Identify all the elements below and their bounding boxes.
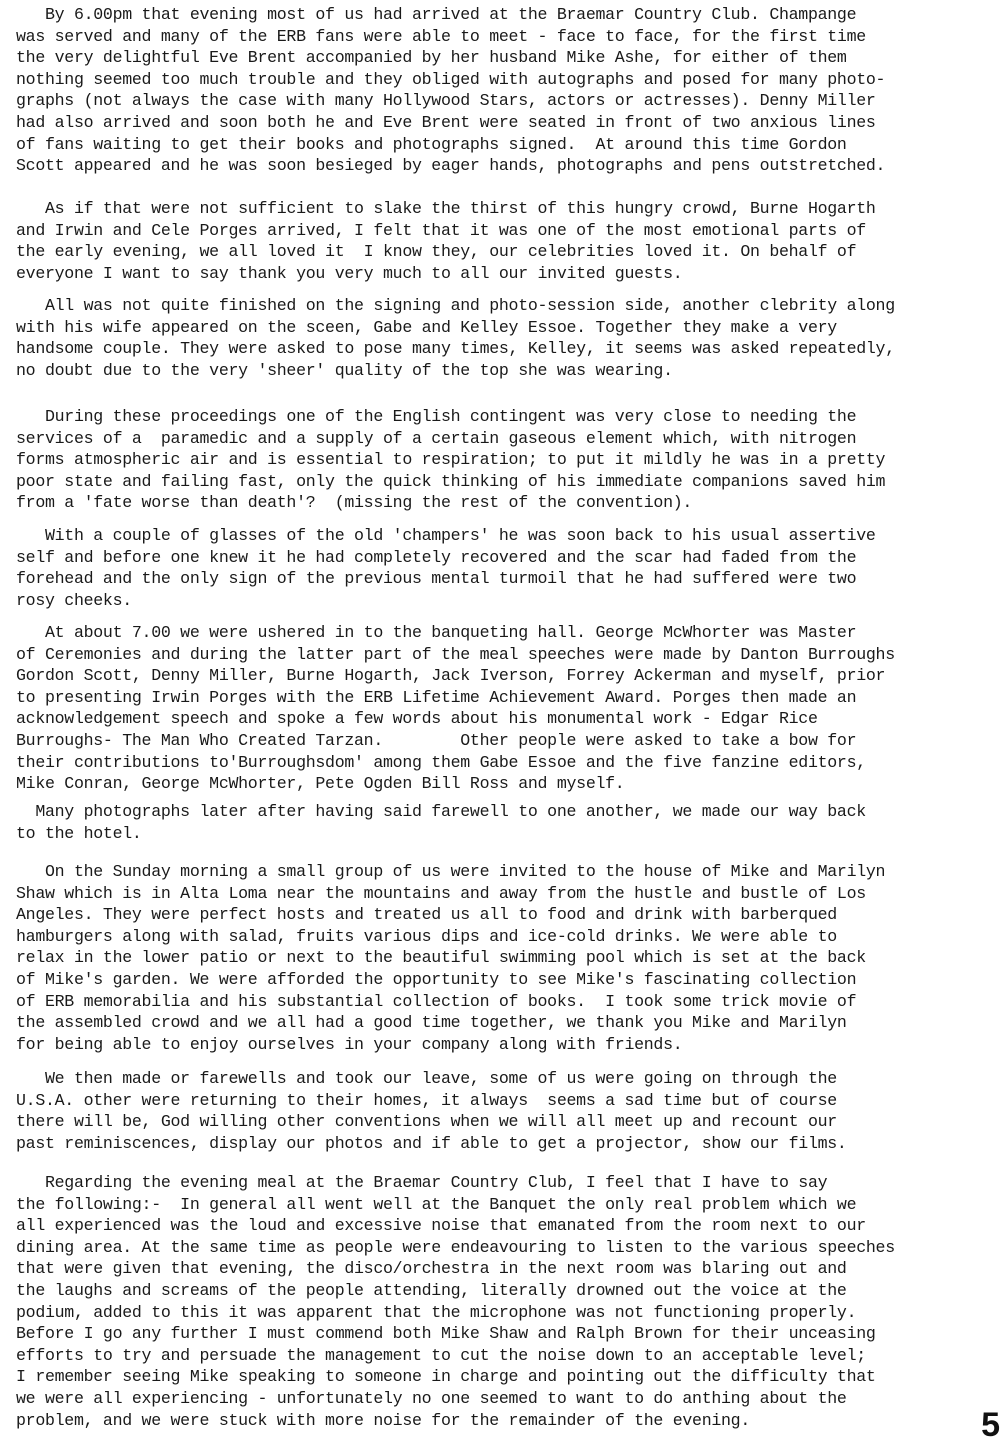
text-line: hamburgers along with salad, fruits various dips and ice-cold drinks. We were able to [16,926,837,946]
paragraph-paramedic [16,406,1000,514]
text-line: to presenting Irwin Porges with the ERB Lifetime Achievement Award. Porges then made an [16,687,857,707]
text-line: As if that were not sufficient to slake the thirst of this hungry crowd, Burne Hogarth [16,199,876,218]
text-line: Regarding the evening meal at the Braemar Country Club, I feel that I have to say [16,1173,828,1192]
text-line: their contributions to'Burroughsdom' among them Gabe Essoe and the five fanzine editors, [16,752,866,772]
text-line: forehead and the only sign of the previous mental turmoil that he had suffered were two [16,569,857,589]
text-line: By 6.00pm that evening most of us had arrived at the Braemar Country Club. Champange [16,5,857,24]
text-line: podium, added to this it was apparent that the microphone was not functioning properly. [16,1302,857,1322]
text-line: the laughs and screams of the people attending, literally drowned out the voice at the [16,1280,847,1300]
text-line: Gordon Scott, Denny Miller, Burne Hogarth, Jack Iverson, Forrey Ackerman and myself, prior [16,666,886,686]
text-line: poor state and failing fast, only the quick thinking of his immediate companions saved him [16,471,886,491]
text-line: of fans waiting to get their books and photographs signed. At around this time Gordon [16,134,847,154]
text-line: Mike Conran, George McWhorter, Pete Ogden Bill Ross and myself. [16,774,625,794]
text-line: we were all experiencing - unfortunately no one seemed to want to do anthing about the [16,1388,847,1408]
text-line: from a 'fate worse than death'? (missing the rest of the convention). [16,493,693,513]
text-line: relax in the lower patio or next to the beautiful swimming pool which is set at the back [16,948,866,968]
paragraph-essoe [16,295,1000,381]
text-line: of Ceremonies and during the latter part of the meal speeches were made by Danton Burroughs [16,644,895,664]
paragraph-sunday-morning [16,861,1000,1055]
text-line: forms atmospheric air and is essential to respiration; to put it mildly he was in a pretty [16,450,886,470]
text-line: of Mike's garden. We were afforded the opportunity to see Mike's fascinating collection [16,969,857,989]
text-line: U.S.A. other were returning to their homes, it always seems a sad time but of course [16,1090,837,1110]
text-line: everyone I want to say thank you very much to all our invited guests. [16,263,683,283]
text-line: for being able to enjoy ourselves in your company along with friends. [16,1034,683,1054]
text-line: At about 7.00 we were ushered in to the banqueting hall. George McWhorter was Master [16,623,857,642]
text-line: of ERB memorabilia and his substantial collection of books. I took some trick movie of [16,991,857,1011]
text-line: rosy cheeks. [16,590,132,610]
text-line: graphs (not always the case with many Hollywood Stars, actors or actresses). Denny Miller [16,91,876,111]
text-line: there will be, God willing other conventions when we will all meet up and recount our [16,1112,837,1132]
paragraph-banquet [16,622,1000,795]
text-line: nothing seemed too much trouble and they obliged with autographs and posed for many photo- [16,69,886,89]
text-line: Before I go any further I must commend both Mike Shaw and Ralph Brown for their unceasing [16,1324,876,1344]
text-line: Scott appeared and he was soon besieged by eager hands, photographs and pens outstretched. [16,156,886,176]
paragraph-hogarth-porges [16,198,1000,284]
text-line: with his wife appeared on the sceen, Gabe and Kelley Essoe. Together they make a very [16,317,837,337]
text-line: dining area. At the same time as people were endeavouring to listen to the various speeches [16,1237,895,1257]
text-line: was served and many of the ERB fans were able to meet - face to face, for the first time [16,26,866,46]
text-line: acknowledgement speech and spoke a few words about his monumental work - Edgar Rice [16,709,818,729]
text-line: problem, and we were stuck with more noise for the remainder of the evening. [16,1410,750,1430]
text-line: We then made or farewells and took our leave, some of us were going on through the [16,1069,837,1088]
text-line: efforts to try and persuade the management to cut the noise down to an acceptable level; [16,1345,866,1365]
text-line: Shaw which is in Alta Loma near the mountains and away from the hustle and bustle of Los [16,883,866,903]
text-line: services of a paramedic and a supply of a certain gaseous element which, with nitrogen [16,428,857,448]
paragraph-champers [16,525,1000,611]
text-line: I remember seeing Mike speaking to someone in charge and pointing out the difficulty that [16,1367,876,1387]
text-line: all experienced was the loud and excessive noise that emanated from the room next to our [16,1216,866,1236]
text-line: to the hotel. [16,823,142,843]
text-line: no doubt due to the very 'sheer' quality of the top she was wearing. [16,360,673,380]
text-line: self and before one knew it he had completely recovered and the scar had faded from the [16,547,857,567]
text-line: handsome couple. They were asked to pose many times, Kelley, it seems was asked repeatedly, [16,339,895,359]
text-line: the assembled crowd and we all had a good time together, we thank you Mike and Marilyn [16,1013,847,1033]
text-line: had also arrived and soon both he and Eve Brent were seated in front of two anxious lines [16,112,876,132]
page-number: 5 [981,1406,1000,1444]
text-line: past reminiscences, display our photos and if able to get a projector, show our films. [16,1133,847,1153]
text-line: Many photographs later after having said farewell to one another, we made our way back [16,802,866,821]
text-line: With a couple of glasses of the old 'champers' he was soon back to his usual assertive [16,526,876,545]
text-line: On the Sunday morning a small group of us were invited to the house of Mike and Marilyn [16,862,886,881]
text-line: Burroughs- The Man Who Created Tarzan. Other people were asked to take a bow for [16,730,857,750]
text-line: the following:- In general all went well at the Banquet the only real problem which we [16,1194,857,1214]
paragraph-leave [16,1068,1000,1154]
text-line: Angeles. They were perfect hosts and treated us all to food and drink with barberqued [16,905,837,925]
paragraph-farewell [16,801,1000,844]
text-line: All was not quite finished on the signing and photo-session side, another clebrity along [16,296,895,315]
paragraph-evening-meal [16,1172,1000,1431]
text-line: and Irwin and Cele Porges arrived, I felt that it was one of the most emotional parts of [16,220,866,240]
paragraph-club-arrival [16,4,1000,177]
text-line: During these proceedings one of the English contingent was very close to needing the [16,407,857,426]
text-line: the very delightful Eve Brent accompanied by her husband Mike Ashe, for either of them [16,48,847,68]
text-line: that were given that evening, the disco/orchestra in the next room was blaring out and [16,1259,847,1279]
text-line: the early evening, we all loved it I know they, our celebrities loved it. On behalf of [16,242,857,262]
